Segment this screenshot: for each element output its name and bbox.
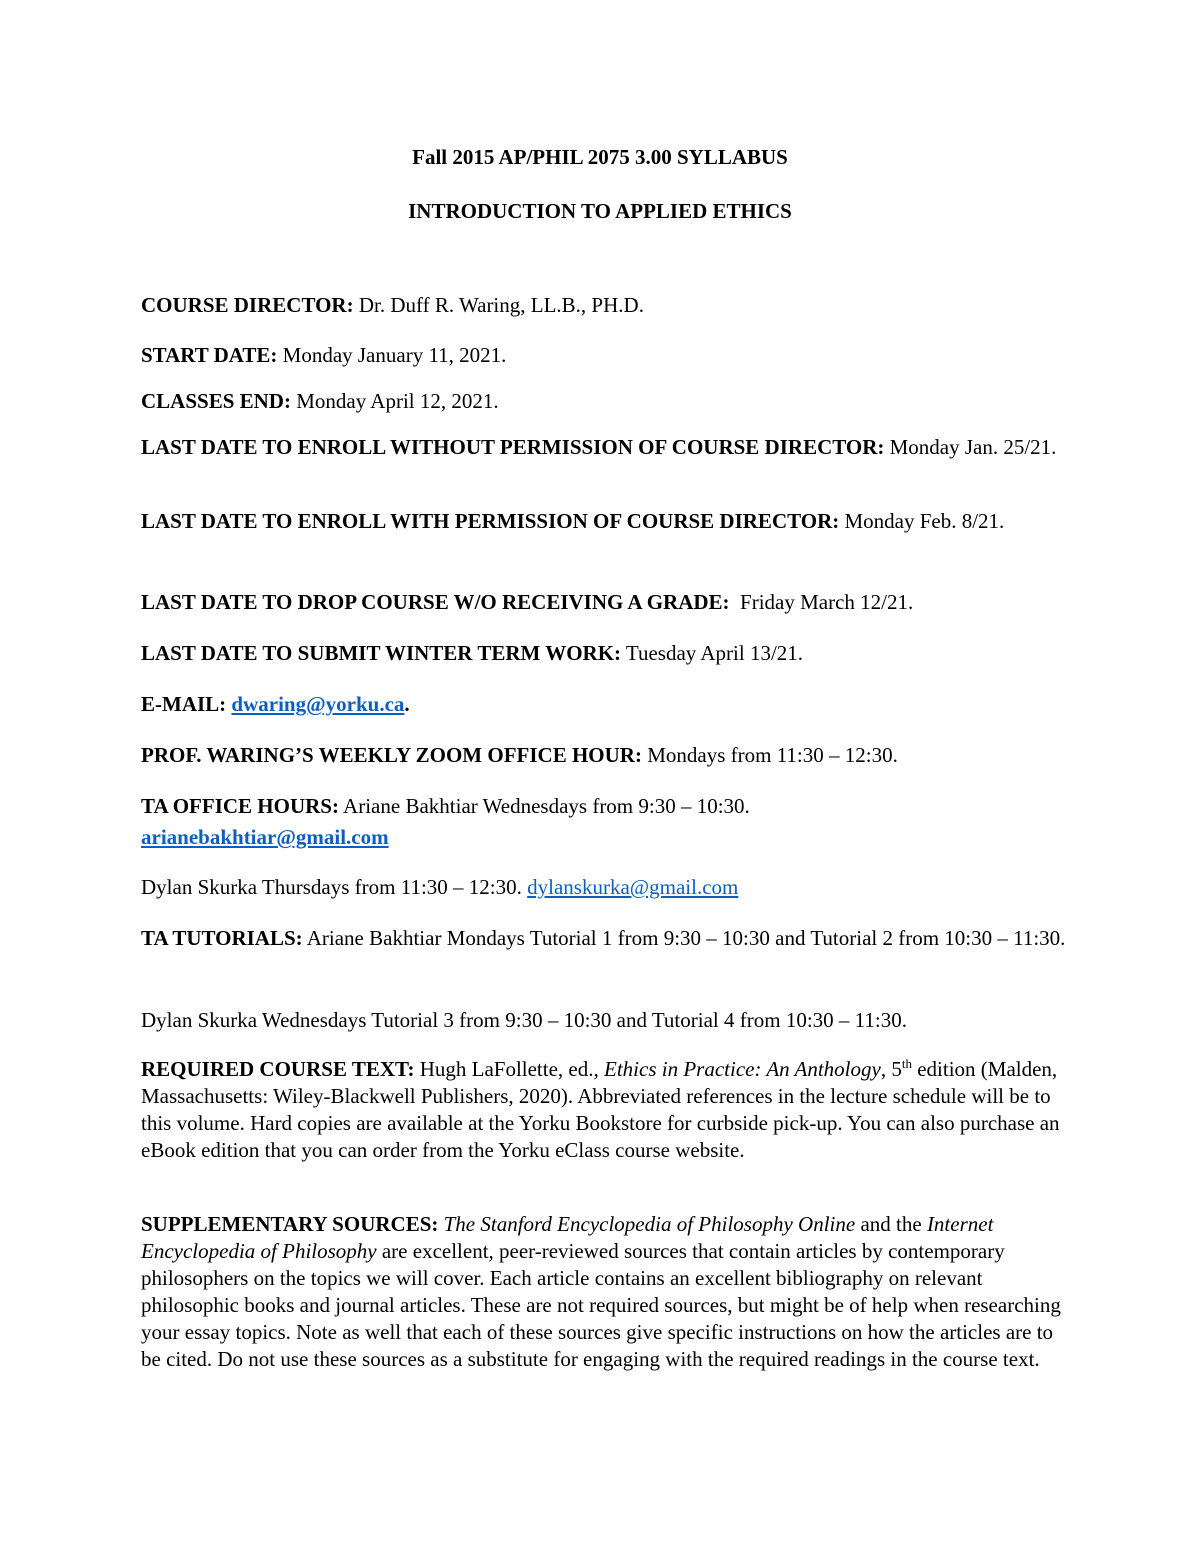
- ta-office-hours: [141, 791, 1066, 853]
- supplementary-source-1: The Stanford Encyclopedia of Philosophy Online: [443, 1212, 856, 1236]
- required-text-body: edition (Malden, Massachusetts: Wiley-Blackwell Publishers, 2020). Abbreviated references in the lecture schedule will be to this volume. Hard copies are available at the Yorku Bookstore for curbside pick-up. You can also purchase an eBook edition that you can order from the Yorku eClass course website.: [141, 1057, 1060, 1162]
- email: [141, 689, 1066, 720]
- course-director-value: Dr. Duff R. Waring, LL.B., PH.D.: [353, 293, 644, 317]
- submit-work-date: [141, 638, 1066, 669]
- syllabus-title: Fall 2015 AP/PHIL 2075 3.00 SYLLABUS: [412, 145, 788, 169]
- office-hour-label: PROF. WARING’S WEEKLY ZOOM OFFICE HOUR:: [141, 743, 642, 767]
- ta2-email-link[interactable]: dylanskurka@gmail.com: [527, 875, 739, 899]
- ta2-separator: .: [516, 875, 528, 899]
- ta2-office-hours-value: Dylan Skurka Thursdays from 11:30 – 12:30: [141, 875, 517, 899]
- drop-course-label: LAST DATE TO DROP COURSE W/O RECEIVING A GRADE:: [141, 590, 730, 614]
- supplementary-label: SUPPLEMENTARY SOURCES:: [141, 1212, 439, 1236]
- ta-tutorials: [141, 923, 1066, 954]
- start-date-label: START DATE:: [141, 343, 278, 367]
- director-email-link[interactable]: dwaring@yorku.ca: [231, 692, 405, 716]
- supplementary-body: are excellent, peer-reviewed sources that contain articles by contemporary philosophers on the topics we will cover. Each article contains an excellent bibliography on relevant philosophic books and journal articles. These are not required sources, but might be of help when researching your essay topics. Note as well that each of these sources give specific instructions on how the articles are to be cited. Do not use these sources as a substitute for engaging with the required readings in the course text.: [141, 1239, 1061, 1371]
- course-title: INTRODUCTION TO APPLIED ETHICS: [408, 199, 792, 223]
- office-hour-value: Mondays from 11:30 – 12:30.: [641, 743, 898, 767]
- required-text-label: REQUIRED COURSE TEXT:: [141, 1057, 415, 1081]
- supplementary-and: and the: [855, 1212, 927, 1236]
- start-date: [141, 340, 1066, 371]
- enroll-without-label: LAST DATE TO ENROLL WITHOUT PERMISSION OF COURSE DIRECTOR:: [141, 435, 885, 459]
- ta-tutorials-value: Ariane Bakhtiar Mondays Tutorial 1 from 9:30 – 10:30 and Tutorial 2 from 10:30 – 11:30.: [302, 926, 1066, 950]
- required-text-pre: Hugh LaFollette, ed.,: [414, 1057, 604, 1081]
- email-trail: .: [404, 692, 410, 716]
- supplementary-sources: [141, 1211, 1066, 1373]
- email-label: E-MAIL:: [141, 692, 227, 716]
- office-hour: [141, 740, 1066, 771]
- required-text: [141, 1056, 1066, 1164]
- required-text-edition-sup: th: [901, 1056, 912, 1071]
- course-director-label: COURSE DIRECTOR:: [141, 293, 354, 317]
- submit-work-label: LAST DATE TO SUBMIT WINTER TERM WORK:: [141, 641, 622, 665]
- enroll-without-permission: [141, 432, 1066, 463]
- supplementary-source-2: Internet Encyclopedia of Philosophy: [141, 1212, 994, 1263]
- enroll-with-label: LAST DATE TO ENROLL WITH PERMISSION OF COURSE DIRECTOR:: [141, 509, 840, 533]
- required-text-edition: , 5: [880, 1057, 902, 1081]
- enroll-without-value: Monday Jan. 25/21.: [884, 435, 1057, 459]
- classes-end-value: Monday April 12, 2021.: [290, 389, 499, 413]
- ta-office-hours-value: Ariane Bakhtiar Wednesdays from 9:30 – 10:30.: [338, 794, 750, 818]
- enroll-with-permission: [141, 506, 1066, 537]
- start-date-value: Monday January 11, 2021.: [277, 343, 507, 367]
- ta-office-hours-label: TA OFFICE HOURS:: [141, 794, 339, 818]
- enroll-with-value: Monday Feb. 8/21.: [839, 509, 1005, 533]
- drop-course-value: Friday March 12/21.: [729, 590, 914, 614]
- ta-tutorials-label: TA TUTORIALS:: [141, 926, 303, 950]
- classes-end: [141, 386, 1066, 417]
- submit-work-value: Tuesday April 13/21.: [621, 641, 804, 665]
- ta1-email-link[interactable]: arianebakhtiar@gmail.com: [141, 825, 389, 849]
- ta2-tutorials-value: Dylan Skurka Wednesdays Tutorial 3 from 9:30 – 10:30 and Tutorial 4 from 10:30 – 11:30.: [141, 1008, 907, 1032]
- required-text-book-title: Ethics in Practice: An Anthology: [604, 1057, 881, 1081]
- course-director: [141, 290, 1066, 321]
- ta-office-hours-second: [141, 872, 1066, 903]
- drop-course-date: [141, 587, 1066, 618]
- classes-end-label: CLASSES END:: [141, 389, 291, 413]
- ta-tutorials-second: [141, 1005, 1066, 1036]
